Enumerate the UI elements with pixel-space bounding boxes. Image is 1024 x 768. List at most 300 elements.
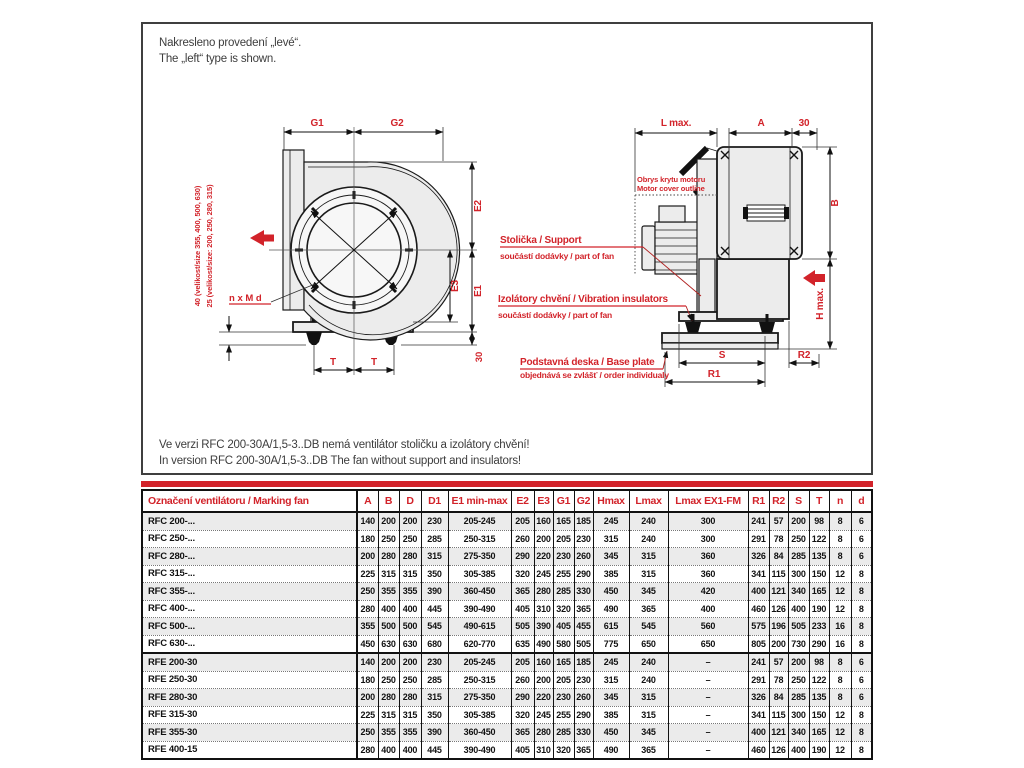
spec-value-cell: 230 [574, 530, 593, 548]
spec-value-cell: 115 [769, 706, 788, 724]
spec-value-cell: 315 [593, 530, 629, 548]
spec-value-cell: 8 [829, 548, 851, 566]
spec-value-cell: 445 [421, 600, 448, 618]
column-header: n [829, 490, 851, 512]
note-line-en: In version RFC 200-30A/1,5-3..DB The fan without support and insulators! [159, 455, 521, 467]
spec-value-cell: 390 [534, 618, 553, 636]
spec-value-cell: 200 [357, 548, 378, 566]
spec-value-cell: 365 [629, 600, 668, 618]
spec-value-cell: 240 [629, 653, 668, 671]
flow-arrow-icon-side [803, 270, 825, 286]
spec-value-cell: 345 [593, 548, 629, 566]
fan-model-cell: RFC 630-... [142, 635, 357, 653]
spec-value-cell: 326 [748, 689, 769, 707]
spec-value-cell: 326 [748, 548, 769, 566]
spec-value-cell: 630 [378, 635, 399, 653]
foot-left [306, 332, 322, 345]
table-row [142, 600, 872, 618]
intro-line-en: The „left“ type is shown. [159, 53, 277, 65]
spec-value-cell: 405 [553, 618, 574, 636]
spec-value-cell: 135 [809, 689, 829, 707]
spec-value-cell: 345 [629, 583, 668, 601]
column-header: A [357, 490, 378, 512]
table-row [142, 583, 872, 601]
spec-value-cell: 405 [511, 600, 534, 618]
column-header: d [851, 490, 872, 512]
version-note [159, 437, 529, 469]
dim-label-lmax: L max. [660, 118, 692, 129]
bolt-spec-label: n x M d [229, 293, 262, 304]
spec-value-cell: 275-350 [448, 689, 511, 707]
spec-value-cell: 305-385 [448, 565, 511, 583]
spec-value-cell: – [668, 653, 748, 671]
spec-value-cell: 315 [399, 565, 421, 583]
spec-value-cell: 6 [851, 653, 872, 671]
spec-value-cell: 450 [593, 583, 629, 601]
dim-label-g2: G2 [390, 118, 404, 129]
dim-label-g1: G1 [310, 118, 324, 129]
spec-value-cell: 260 [511, 530, 534, 548]
fan-model-cell: RFE 250-30 [142, 671, 357, 689]
spec-value-cell: 250 [357, 583, 378, 601]
spec-value-cell: 8 [851, 741, 872, 759]
spec-value-cell: 250 [357, 724, 378, 742]
dim-label-t2: T [371, 357, 377, 368]
spec-value-cell: 460 [748, 741, 769, 759]
spec-value-cell: 12 [829, 600, 851, 618]
spec-value-cell: 220 [534, 548, 553, 566]
spec-value-cell: 126 [769, 741, 788, 759]
column-header: R1 [748, 490, 769, 512]
table-row [142, 671, 872, 689]
spec-value-cell: 365 [574, 600, 593, 618]
spec-value-cell: 180 [357, 530, 378, 548]
spec-value-cell: 320 [553, 741, 574, 759]
spec-value-cell: 245 [593, 653, 629, 671]
spec-value-cell: 185 [574, 653, 593, 671]
spec-value-cell: 400 [748, 724, 769, 742]
spec-value-cell: 365 [574, 741, 593, 759]
spec-value-cell: 8 [851, 565, 872, 583]
spec-value-cell: 390-490 [448, 741, 511, 759]
spec-value-cell: 360 [668, 548, 748, 566]
spec-value-cell: 250 [378, 530, 399, 548]
spec-value-cell: 250-315 [448, 671, 511, 689]
column-header: S [788, 490, 809, 512]
spec-value-cell: 350 [421, 706, 448, 724]
column-header: G2 [574, 490, 593, 512]
spec-value-cell: 315 [378, 706, 399, 724]
spec-value-cell: 200 [769, 635, 788, 653]
spec-value-cell: 8 [851, 635, 872, 653]
spec-value-cell: 57 [769, 653, 788, 671]
spec-value-cell: 245 [534, 565, 553, 583]
spec-value-cell: 355 [357, 618, 378, 636]
spec-value-cell: 355 [399, 724, 421, 742]
spec-value-cell: 8 [829, 530, 851, 548]
spec-value-cell: 165 [809, 583, 829, 601]
spec-value-cell: 280 [534, 583, 553, 601]
spec-value-cell: 490 [593, 741, 629, 759]
spec-value-cell: 280 [399, 689, 421, 707]
motor-cover-note-en: Motor cover outline [637, 184, 705, 193]
fan-model-cell: RFC 400-... [142, 600, 357, 618]
spec-value-cell: 615 [593, 618, 629, 636]
spec-value-cell: 345 [629, 724, 668, 742]
spec-value-cell: 341 [748, 706, 769, 724]
spec-value-cell: 200 [788, 512, 809, 530]
spec-value-cell: 291 [748, 671, 769, 689]
spec-value-cell: 305-385 [448, 706, 511, 724]
spec-value-cell: 122 [809, 671, 829, 689]
table-row [142, 618, 872, 636]
spec-value-cell: 310 [534, 741, 553, 759]
spec-value-cell: 230 [574, 671, 593, 689]
spec-value-cell: 8 [829, 671, 851, 689]
spec-value-cell: 205 [511, 653, 534, 671]
spec-value-cell: 241 [748, 512, 769, 530]
spec-value-cell: 290 [511, 689, 534, 707]
spec-value-cell: 200 [378, 653, 399, 671]
spec-value-cell: 8 [851, 600, 872, 618]
note-line-cz: Ve verzi RFC 200-30A/1,5-3..DB nemá ventilátor stoličku a izolátory chvění! [159, 439, 530, 451]
table-row [142, 548, 872, 566]
column-header: D [399, 490, 421, 512]
callout-support-sub: součástí dodávky / part of fan [500, 251, 614, 261]
spec-value-cell: 200 [399, 512, 421, 530]
spec-value-cell: 545 [629, 618, 668, 636]
spec-value-cell: 260 [511, 671, 534, 689]
spec-value-cell: 291 [748, 530, 769, 548]
spec-value-cell: 285 [421, 530, 448, 548]
spec-value-cell: 330 [574, 724, 593, 742]
dim-label-30-side: 30 [798, 118, 810, 129]
spec-value-cell: 8 [829, 689, 851, 707]
drawing-frame [141, 22, 873, 475]
spec-value-cell: 230 [553, 689, 574, 707]
spec-value-cell: 345 [593, 689, 629, 707]
table-header-row [142, 490, 872, 512]
spec-value-cell: 121 [769, 583, 788, 601]
spec-value-cell: 300 [668, 530, 748, 548]
callout-baseplate-sub: objednává se zvlášť / order individualy [520, 370, 669, 380]
spec-value-cell: 341 [748, 565, 769, 583]
spec-value-cell: 225 [357, 706, 378, 724]
spec-value-cell: 121 [769, 724, 788, 742]
spec-value-cell: 490 [593, 600, 629, 618]
spec-value-cell: 8 [829, 512, 851, 530]
spec-value-cell: 220 [534, 689, 553, 707]
fan-model-cell: RFC 280-... [142, 548, 357, 566]
column-header: T [809, 490, 829, 512]
spec-table [141, 489, 873, 760]
column-header: B [378, 490, 399, 512]
spec-value-cell: 8 [851, 706, 872, 724]
spec-value-cell: 205 [553, 530, 574, 548]
fan-model-cell: RFC 200-... [148, 515, 195, 527]
terminal-box [659, 206, 685, 222]
spec-value-cell: 250 [399, 671, 421, 689]
spec-value-cell: 400 [378, 600, 399, 618]
spec-value-cell: 390 [421, 583, 448, 601]
dim-label-hmax: H max. [815, 288, 826, 320]
spec-value-cell: 385 [593, 706, 629, 724]
support-post [699, 259, 715, 312]
fan-model-cell: RFE 355-30 [142, 724, 357, 742]
spec-value-cell: 775 [593, 635, 629, 653]
spec-value-cell: 290 [574, 565, 593, 583]
spec-value-cell: 180 [357, 671, 378, 689]
spec-value-cell: 200 [399, 653, 421, 671]
dim-label-r1: R1 [707, 369, 721, 380]
spec-value-cell: 150 [809, 706, 829, 724]
spec-value-cell: 365 [511, 724, 534, 742]
spec-value-cell: 505 [511, 618, 534, 636]
spec-value-cell: 205 [553, 671, 574, 689]
spec-value-cell: 350 [421, 565, 448, 583]
spec-value-cell: 230 [553, 548, 574, 566]
side-view-drawing [635, 118, 841, 387]
spec-value-cell: 57 [769, 512, 788, 530]
spec-value-cell: 160 [534, 512, 553, 530]
spec-value-cell: 490 [534, 635, 553, 653]
spec-value-cell: 450 [593, 724, 629, 742]
spec-value-cell: – [668, 724, 748, 742]
spec-value-cell: 126 [769, 600, 788, 618]
spec-value-cell: 280 [357, 741, 378, 759]
spec-value-cell: 320 [553, 600, 574, 618]
spec-value-cell: 205-245 [448, 512, 511, 530]
dim-label-e2: E2 [473, 200, 484, 212]
spec-value-cell: 185 [574, 512, 593, 530]
callout-baseplate-title: Podstavná deska / Base plate [520, 357, 655, 368]
spec-value-cell: 300 [788, 706, 809, 724]
spec-value-cell: 390-490 [448, 600, 511, 618]
spec-value-cell: 300 [668, 512, 748, 530]
spec-value-cell: 360-450 [448, 724, 511, 742]
spec-value-cell: 205-245 [448, 653, 511, 671]
spec-value-cell: 280 [378, 548, 399, 566]
spec-value-cell: 160 [534, 653, 553, 671]
red-divider-bar [141, 481, 873, 487]
spec-value-cell: 500 [378, 618, 399, 636]
spec-value-cell: 390 [421, 724, 448, 742]
spec-value-cell: 650 [629, 635, 668, 653]
spec-value-cell: 490-615 [448, 618, 511, 636]
spec-value-cell: 260 [574, 548, 593, 566]
spec-value-cell: 650 [668, 635, 748, 653]
spec-value-cell: 290 [809, 635, 829, 653]
column-header: Hmax [593, 490, 629, 512]
table-row [142, 530, 872, 548]
spec-value-cell: 330 [574, 583, 593, 601]
spec-value-cell: – [668, 706, 748, 724]
spec-value-cell: 140 [357, 512, 378, 530]
spec-value-cell: 78 [769, 671, 788, 689]
spec-value-cell: 6 [851, 512, 872, 530]
spec-value-cell: 355 [378, 583, 399, 601]
fan-model-cell: RFC 315-... [142, 565, 357, 583]
table-row [142, 512, 872, 530]
spec-value-cell: 200 [534, 671, 553, 689]
fan-model-cell: RFE 200-30 [142, 653, 357, 671]
spec-value-cell: 8 [829, 653, 851, 671]
callout-insulators-title: Izolátory chvění / Vibration insulators [498, 294, 668, 305]
dim-label-e1: E1 [473, 285, 484, 297]
spec-value-cell: 400 [399, 741, 421, 759]
spec-value-cell: 340 [788, 583, 809, 601]
spec-value-cell: 280 [357, 600, 378, 618]
spec-value-cell: 445 [421, 741, 448, 759]
table-row [142, 565, 872, 583]
spec-value-cell: 315 [593, 671, 629, 689]
column-header: G1 [553, 490, 574, 512]
spec-value-cell: 280 [399, 548, 421, 566]
spec-value-cell: 240 [629, 671, 668, 689]
vibration-insulator-right [759, 322, 775, 333]
column-header: D1 [421, 490, 448, 512]
spec-value-cell: 6 [851, 548, 872, 566]
spec-value-cell: 405 [511, 741, 534, 759]
vibration-insulator-left [685, 322, 701, 333]
spec-value-cell: 280 [534, 724, 553, 742]
spec-value-cell: 84 [769, 689, 788, 707]
spec-value-cell: 275-350 [448, 548, 511, 566]
spec-value-cell: 320 [511, 706, 534, 724]
spec-value-cell: 400 [668, 600, 748, 618]
spec-value-cell: 580 [553, 635, 574, 653]
spec-value-cell: 135 [809, 548, 829, 566]
spec-value-cell: 285 [421, 671, 448, 689]
spec-value-cell: 460 [748, 600, 769, 618]
fan-model-cell: RFE 315-30 [142, 706, 357, 724]
spec-value-cell: 285 [788, 689, 809, 707]
spec-value-cell: 340 [788, 724, 809, 742]
spec-value-cell: 98 [809, 512, 829, 530]
spec-value-cell: 400 [788, 600, 809, 618]
callout-support-title: Stolička / Support [500, 235, 582, 246]
spec-value-cell: 6 [851, 689, 872, 707]
spec-value-cell: 200 [534, 530, 553, 548]
dim-label-r2: R2 [797, 350, 811, 361]
fan-model-cell: RFC 250-... [142, 530, 357, 548]
spec-value-cell: 205 [511, 512, 534, 530]
table-row [142, 635, 872, 653]
spec-value-cell: 165 [553, 653, 574, 671]
spec-value-cell: 280 [378, 689, 399, 707]
spec-value-cell: 315 [629, 706, 668, 724]
spec-value-cell: 360-450 [448, 583, 511, 601]
spec-value-cell: 365 [511, 583, 534, 601]
spec-value-cell: 315 [629, 689, 668, 707]
spec-value-cell: 400 [399, 600, 421, 618]
dim-label-30-front: 30 [474, 351, 485, 363]
spec-value-cell: 230 [421, 653, 448, 671]
spec-value-cell: 290 [574, 706, 593, 724]
size-note-40: 40 (velikost/size 355, 400, 500, 630) [193, 185, 202, 307]
spec-value-cell: 420 [668, 583, 748, 601]
size-note-25: 25 (velikost/size: 200, 250, 280, 315) [205, 184, 214, 308]
spec-value-cell: 16 [829, 635, 851, 653]
spec-value-cell: 12 [829, 741, 851, 759]
spec-value-cell: 355 [378, 724, 399, 742]
inlet-flange-square [717, 147, 802, 259]
spec-value-cell: 150 [809, 565, 829, 583]
spec-value-cell: 140 [357, 653, 378, 671]
spec-value-cell: 255 [553, 706, 574, 724]
spec-value-cell: 290 [511, 548, 534, 566]
spec-value-cell: 365 [629, 741, 668, 759]
intro-line-cz: Nakresleno provedení „levé“. [159, 37, 302, 49]
spec-value-cell: 300 [788, 565, 809, 583]
spec-value-cell: 8 [851, 724, 872, 742]
column-header: E3 [534, 490, 553, 512]
front-view-drawing [193, 118, 485, 375]
table-row [142, 724, 872, 742]
spec-value-cell: 680 [421, 635, 448, 653]
spec-value-cell: 385 [593, 565, 629, 583]
column-header: Lmax [629, 490, 668, 512]
spec-value-cell: 630 [399, 635, 421, 653]
spec-value-cell: 250 [399, 530, 421, 548]
spec-value-cell: 240 [629, 530, 668, 548]
spec-value-cell: 245 [593, 512, 629, 530]
spec-value-cell: – [668, 741, 748, 759]
spec-value-cell: 320 [511, 565, 534, 583]
spec-value-cell: 12 [829, 724, 851, 742]
spec-value-cell: 805 [748, 635, 769, 653]
spec-value-cell: 200 [378, 512, 399, 530]
spec-value-cell: 635 [511, 635, 534, 653]
spec-value-cell: 165 [809, 724, 829, 742]
spec-value-cell: 78 [769, 530, 788, 548]
table-row [142, 706, 872, 724]
spec-value-cell: 315 [378, 565, 399, 583]
spec-value-cell: 122 [809, 530, 829, 548]
table-row [142, 653, 872, 671]
spec-value-cell: 245 [534, 706, 553, 724]
spec-value-cell: 165 [553, 512, 574, 530]
spec-value-cell: 455 [574, 618, 593, 636]
dim-label-e3: E3 [450, 280, 461, 292]
spec-value-cell: 12 [829, 706, 851, 724]
spec-value-cell: 730 [788, 635, 809, 653]
spec-value-cell: 360 [668, 565, 748, 583]
spec-value-cell: 200 [357, 689, 378, 707]
spec-value-cell: 6 [851, 671, 872, 689]
dim-label-b: B [830, 199, 841, 207]
dim-label-a: A [757, 118, 765, 129]
housing-lower [717, 259, 789, 319]
spec-value-cell: 196 [769, 618, 788, 636]
rfc-group [142, 512, 872, 653]
spec-value-cell: 190 [809, 741, 829, 759]
spec-value-cell: 310 [534, 600, 553, 618]
spec-value-cell: 315 [421, 689, 448, 707]
spec-value-cell: 98 [809, 653, 829, 671]
spec-value-cell: 250 [788, 530, 809, 548]
dim-label-t1: T [330, 357, 336, 368]
spec-value-cell: 200 [788, 653, 809, 671]
spec-value-cell: 255 [553, 565, 574, 583]
column-header: Lmax EX1-FM [668, 490, 748, 512]
spec-value-cell: 225 [357, 565, 378, 583]
spec-value-cell: 355 [399, 583, 421, 601]
table-row [142, 741, 872, 759]
spec-value-cell: 505 [788, 618, 809, 636]
spec-value-cell: 560 [668, 618, 748, 636]
spec-value-cell: 250 [378, 671, 399, 689]
